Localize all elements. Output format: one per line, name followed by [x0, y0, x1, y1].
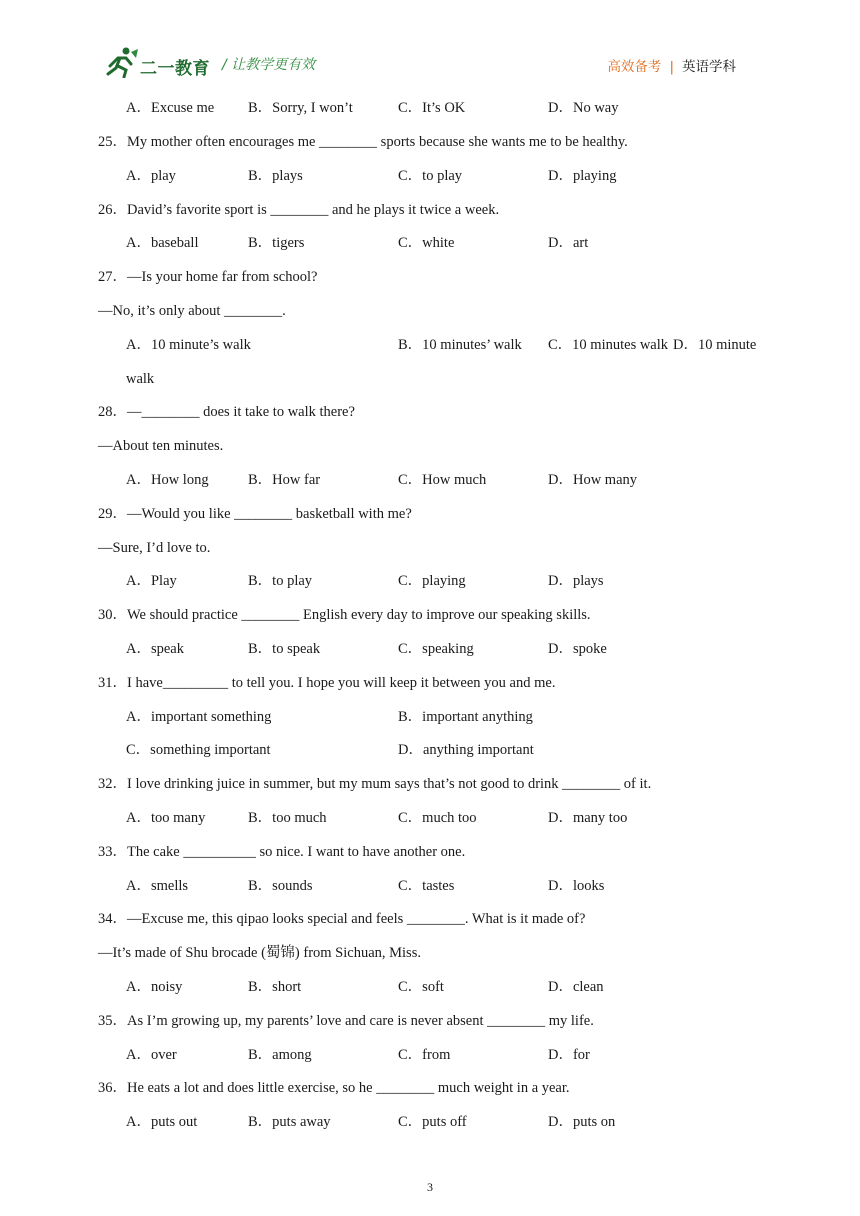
answer-option: C．white [398, 235, 455, 251]
question-stem: 31．I have_________ to tell you. I hope you will keep it between you and me. [98, 675, 556, 691]
question-stem: 25．My mother often encourages me ________ sports because she wants me to be healthy. [98, 134, 628, 150]
answer-option: A．important something [126, 709, 272, 725]
answer-option: D．anything important [398, 742, 534, 758]
answer-option: D．looks [548, 878, 605, 894]
question-stem: 30．We should practice ________ English every day to improve our speaking skills. [98, 607, 591, 623]
answer-option: A．smells [126, 878, 189, 894]
answer-option: D．many too [548, 810, 628, 826]
answer-option: A．play [126, 168, 176, 184]
answer-option: B．too much [248, 810, 327, 826]
answer-option: C．from [398, 1047, 451, 1063]
question-stem: 33．The cake __________ so nice. I want to have another one. [98, 844, 466, 860]
option-continuation: walk [126, 371, 155, 387]
subject-header [607, 55, 736, 75]
answer-option: D．clean [548, 979, 604, 995]
answer-option: B．puts away [248, 1114, 331, 1130]
header-separator: | [669, 59, 674, 75]
question-stem: 34．—Excuse me, this qipao looks special and feels ________. What is it made of? [98, 911, 586, 927]
answer-option: B．tigers [248, 235, 305, 251]
question-stem: 35．As I’m growing up, my parents’ love and care is never absent ________ my life. [98, 1013, 594, 1029]
answer-option: A．speak [126, 641, 184, 657]
exam-label: 高效备考 [607, 59, 662, 75]
answer-option: B．How far [248, 472, 321, 488]
answer-option: B．to play [248, 573, 313, 589]
answer-option: B．10 minutes’ walk [398, 337, 522, 353]
page-number: 3 [427, 1180, 433, 1194]
slogan: / 让教学更有效 [222, 57, 316, 73]
question-stem: 29．—Would you like ________ basketball with me? [98, 506, 412, 522]
answer-option: C．puts off [398, 1114, 467, 1130]
answer-option: A．noisy [126, 979, 183, 995]
answer-option: A．baseball [126, 235, 199, 251]
logo-text: 二一教育 [140, 59, 210, 79]
answer-option: C．tastes [398, 878, 455, 894]
answer-option: C．10 minutes walk [548, 337, 669, 353]
question-stem: —It’s made of Shu brocade (蜀锦) from Sichuan, Miss. [98, 945, 421, 961]
answer-option: A．How long [126, 472, 209, 488]
answer-option: D．No way [548, 100, 619, 116]
answer-option: C．much too [398, 810, 477, 826]
answer-option: C．soft [398, 979, 444, 995]
answer-option: C．It’s OK [398, 100, 466, 116]
question-stem: 27．—Is your home far from school? [98, 269, 318, 285]
answer-option: D．playing [548, 168, 617, 184]
answer-option: B．short [248, 979, 302, 995]
answer-option: D．10 minute [673, 337, 757, 353]
question-stem: 26．David’s favorite sport is ________ and he plays it twice a week. [98, 202, 500, 218]
answer-option: C．something important [126, 742, 271, 758]
answer-option: D．puts on [548, 1114, 616, 1130]
answer-option: D．plays [548, 573, 604, 589]
brand-logo [104, 46, 224, 82]
answer-option: B．plays [248, 168, 303, 184]
question-stem: 36．He eats a lot and does little exercise, so he ________ much weight in a year. [98, 1080, 570, 1096]
subject-label: 英语学科 [682, 59, 736, 75]
answer-option: A．too many [126, 810, 206, 826]
question-stem: —Sure, I’d love to. [98, 540, 211, 556]
answer-option: B．to speak [248, 641, 321, 657]
answer-option: D．How many [548, 472, 638, 488]
question-stem: —About ten minutes. [98, 438, 224, 454]
question-stem: —No, it’s only about ________. [98, 303, 286, 319]
answer-option: B．among [248, 1047, 312, 1063]
answer-option: C．speaking [398, 641, 474, 657]
answer-option: B．important anything [398, 709, 533, 725]
answer-option: A．over [126, 1047, 177, 1063]
answer-option: C．How much [398, 472, 487, 488]
answer-option: D．art [548, 235, 589, 251]
answer-option: A．puts out [126, 1114, 198, 1130]
answer-option: B．Sorry, I won’t [248, 100, 353, 116]
answer-option: B．sounds [248, 878, 313, 894]
answer-option: C．playing [398, 573, 466, 589]
runner-logo-icon [104, 46, 140, 78]
answer-option: C．to play [398, 168, 463, 184]
answer-option: A．10 minute’s walk [126, 337, 251, 353]
question-stem: 28．—________ does it take to walk there? [98, 404, 355, 420]
answer-option: A．Play [126, 573, 177, 589]
answer-option: D．for [548, 1047, 590, 1063]
answer-option: D．spoke [548, 641, 607, 657]
question-stem: 32．I love drinking juice in summer, but my mum says that’s not good to drink ________ of it. [98, 776, 652, 792]
page-header [0, 0, 860, 92]
answer-option: A．Excuse me [126, 100, 215, 116]
